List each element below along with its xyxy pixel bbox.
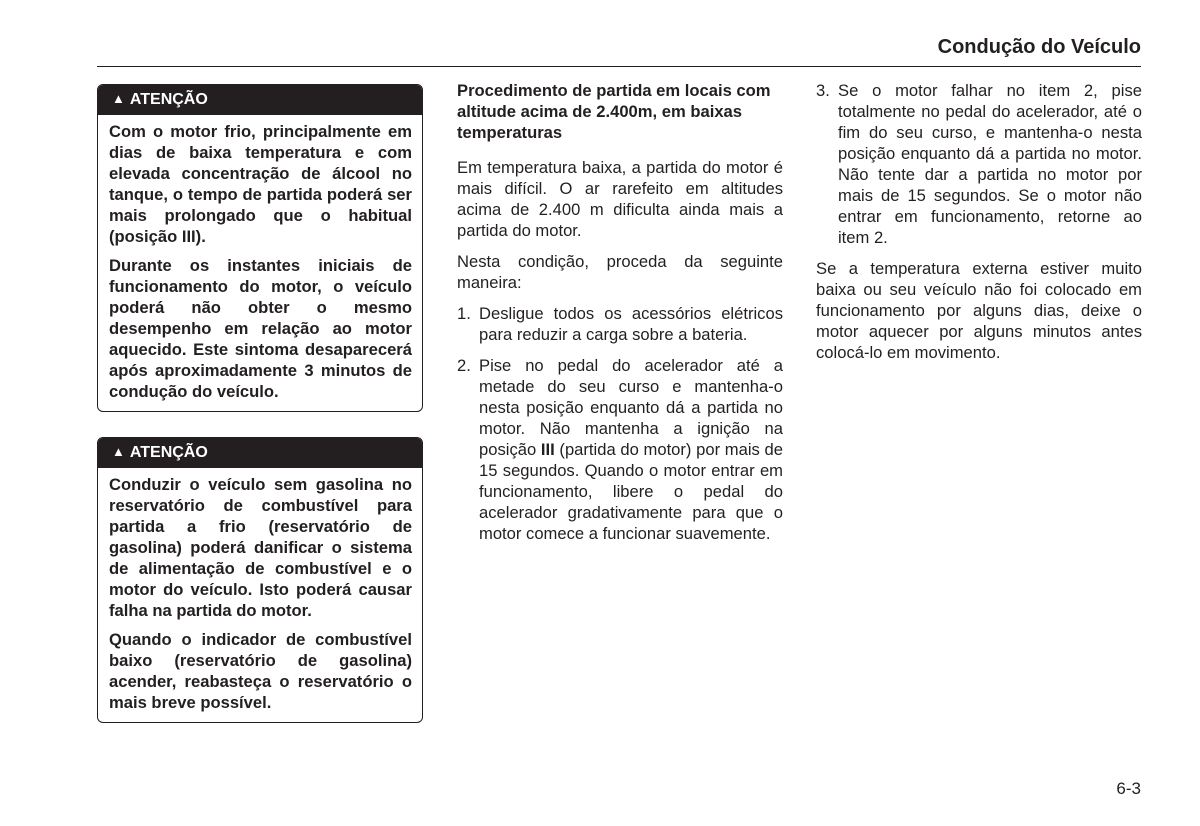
step-number: 3. bbox=[816, 81, 830, 100]
page-title: Condução do Veículo bbox=[937, 36, 1141, 58]
list-item bbox=[457, 355, 783, 544]
step-number: 1. bbox=[457, 304, 471, 323]
list-item bbox=[457, 303, 783, 345]
warning-box-2 bbox=[97, 437, 423, 723]
intro-paragraph: Em temperatura baixa, a partida do motor é mais difícil. O ar rarefeito em altitudes acima de 2.400 m dificulta ainda mais a partida do motor. bbox=[457, 158, 783, 240]
list-item bbox=[816, 80, 1142, 248]
warning-triangle-icon: ▲ bbox=[112, 444, 125, 459]
warning-header bbox=[98, 85, 422, 115]
step-number: 2. bbox=[457, 356, 471, 375]
steps-list-continued bbox=[816, 80, 1142, 248]
warning-header bbox=[98, 438, 422, 468]
step-text: Desligue todos os acessórios elétricos para reduzir a carga sobre a bateria. bbox=[479, 304, 783, 344]
warning-paragraph: Quando o indicador de combustível baixo (reservatório de gasolina) acender, reabasteça o reservatório o mais breve possível. bbox=[109, 630, 412, 712]
warning-paragraph: Com o motor frio, principalmente em dias de baixa temperatura e com elevada concentração de álcool no tanque, o tempo de partida poderá ser mais prolongado que o habitual (posição III). bbox=[109, 122, 412, 246]
warning-label: ATENÇÃO bbox=[129, 91, 208, 108]
left-column bbox=[97, 80, 423, 723]
steps-list bbox=[457, 303, 783, 544]
step-text: Se o motor falhar no item 2, pise totalmente no pedal do acelerador, até o fim do seu curso, e mantenha-o nesta posição enquanto dá a partida no motor. Não tente dar a partida no motor por mais de 15 segundos. Se o motor não entrar em funcionamento, retorne ao item 2. bbox=[838, 81, 1142, 247]
warning-body bbox=[98, 115, 422, 411]
step-text-after: (partida do motor) por mais de 15 segundos. Quando o motor entrar em funcionamento, libere o pedal do acelerador gradativamente para que o motor comece a funcionar suavemente. bbox=[479, 440, 783, 543]
middle-column bbox=[457, 80, 783, 554]
header-rule bbox=[97, 66, 1141, 67]
warning-body bbox=[98, 468, 422, 722]
warning-paragraph: Durante os instantes iniciais de funcionamento do motor, o veículo poderá não obter o mesmo desempenho em relação ao motor aquecido. Este sintoma desaparecerá após aproximadamente 3 minutos de condução do veículo. bbox=[109, 256, 412, 401]
lead-paragraph: Nesta condição, proceda da seguinte maneira: bbox=[457, 252, 783, 292]
right-column bbox=[816, 80, 1142, 373]
warning-label: ATENÇÃO bbox=[129, 444, 208, 461]
section-heading: Procedimento de partida em locais com altitude acima de 2.400m, em baixas temperaturas bbox=[457, 81, 771, 142]
warning-box-1 bbox=[97, 84, 423, 412]
page-number: 6-3 bbox=[1116, 779, 1141, 798]
step-text-before: Pise no pedal do acelerador até a metade do seu curso e mantenha-o nesta posição enquanto dá a partida no motor. Não mantenha a ignição na posição bbox=[479, 356, 783, 459]
step-text-bold: III bbox=[540, 440, 555, 459]
closing-paragraph: Se a temperatura externa estiver muito baixa ou seu veículo não foi colocado em funcionamento por alguns dias, deixe o motor aquecer por alguns minutos antes colocá-lo em movimento. bbox=[816, 259, 1142, 362]
warning-paragraph: Conduzir o veículo sem gasolina no reservatório de combustível para partida a frio (reservatório de gasolina) poderá danificar o sistema de alimentação de combustível e o motor do veículo. Isto poderá causar falha na partida do motor. bbox=[109, 475, 412, 620]
warning-triangle-icon: ▲ bbox=[112, 91, 125, 106]
